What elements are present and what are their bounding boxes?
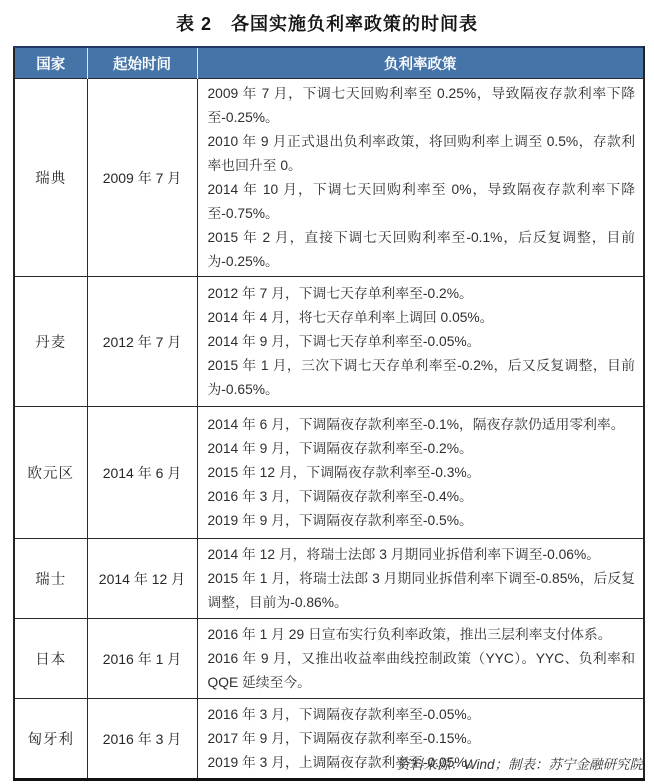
policy-entry: 2016 年 9 月，又推出收益率曲线控制政策（YYC）。YYC、负利率和 QQE 延续至今。 <box>207 650 635 690</box>
policy-entry: 2016 年 3 月，下调隔夜存款利率至-0.4%。 <box>207 488 473 504</box>
table-title: 表 2 各国实施负利率政策的时间表 <box>175 14 478 34</box>
policy-entry: 2019 年 3 月，上调隔夜存款利率至-0.05%。 <box>207 754 481 770</box>
country-cell: 欧元区 <box>14 407 87 539</box>
policy-entry: 2015 年 12 月，下调隔夜存款利率至-0.3%。 <box>207 464 481 480</box>
start-time-cell: 2014 年 6 月 <box>87 407 197 539</box>
policy-entry: 2015 年 2 月，直接下调七天回购利率至-0.1%，后反复调整，目前为-0.25%。 <box>207 229 635 269</box>
header-cell-policy: 负利率政策 <box>197 47 644 79</box>
policy-entry: 2014 年 4 月，将七天存单利率上调回 0.05%。 <box>207 309 494 325</box>
start-time-cell: 2012 年 7 月 <box>87 277 197 407</box>
policy-entry: 2016 年 3 月，下调隔夜存款利率至-0.05%。 <box>207 706 481 722</box>
table-row <box>14 539 644 619</box>
header-row <box>14 47 644 79</box>
header-cell-start-time: 起始时间 <box>87 47 197 79</box>
policy-entry: 2019 年 9 月，下调隔夜存款利率至-0.5%。 <box>207 512 473 528</box>
policy-cell <box>197 539 644 619</box>
policy-entry: 2016 年 1 月 29 日宣布实行负利率政策，推出三层利率支付体系。 <box>207 626 612 642</box>
policy-entry: 2014 年 9 月，下调隔夜存款利率至-0.2%。 <box>207 440 473 456</box>
start-time-cell: 2009 年 7 月 <box>87 79 197 277</box>
policy-cell <box>197 407 644 539</box>
table-row <box>14 79 644 277</box>
policy-entry: 2012 年 7 月，下调七天存单利率至-0.2%。 <box>207 285 473 301</box>
policy-entry: 2009 年 7 月，下调七天回购利率至 0.25%，导致隔夜存款利率下降至-0.25%。 <box>207 85 635 125</box>
source-note: 资料来源：Wind；制表：苏宁金融研究院 <box>396 757 643 772</box>
policy-entry: 2017 年 9 月，下调隔夜存款利率至-0.15%。 <box>207 730 481 746</box>
start-time-cell: 2016 年 1 月 <box>87 619 197 699</box>
header-cell-country: 国家 <box>14 47 87 79</box>
policy-entry: 2015 年 1 月，三次下调七天存单利率至-0.2%，后又反复调整，目前为-0.65%。 <box>207 357 635 397</box>
policy-entry: 2014 年 10 月，下调七天回购利率至 0%，导致隔夜存款利率下降至-0.75%。 <box>207 181 635 221</box>
negative-rate-policy-table <box>13 46 645 781</box>
policy-entry: 2010 年 9 月正式退出负利率政策，将回购利率上调至 0.5%，存款利率也回升至 0。 <box>207 133 635 173</box>
policy-entry: 2015 年 1 月，将瑞士法郎 3 月期同业拆借利率下调至-0.85%，后反复调整，目前为-0.86%。 <box>207 570 635 610</box>
start-time-cell: 2014 年 12 月 <box>87 539 197 619</box>
country-cell: 瑞典 <box>14 79 87 277</box>
country-cell: 瑞士 <box>14 539 87 619</box>
policy-cell <box>197 619 644 699</box>
policy-cell <box>197 79 644 277</box>
table-row <box>14 407 644 539</box>
country-cell: 丹麦 <box>14 277 87 407</box>
policy-entry: 2014 年 9 月，下调七天存单利率至-0.05%。 <box>207 333 481 349</box>
start-time-cell: 2016 年 3 月 <box>87 699 197 780</box>
table-row <box>14 277 644 407</box>
policy-entry: 2014 年 6 月，下调隔夜存款利率至-0.1%，隔夜存款仍适用零利率。 <box>207 416 625 432</box>
policy-entry: 2014 年 12 月，将瑞士法郎 3 月期同业拆借利率下调至-0.06%。 <box>207 546 601 562</box>
table-row <box>14 619 644 699</box>
country-cell: 日本 <box>14 619 87 699</box>
policy-cell <box>197 277 644 407</box>
country-cell: 匈牙利 <box>14 699 87 780</box>
